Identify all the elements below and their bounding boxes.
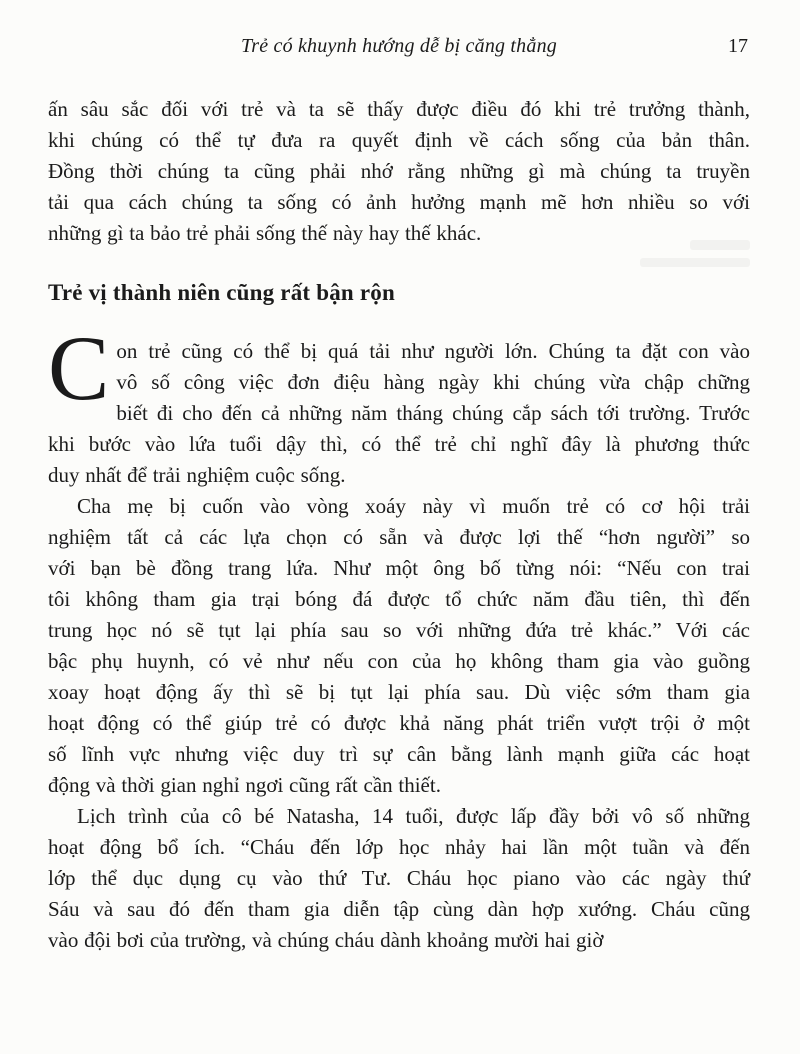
page-number: 17 — [728, 35, 748, 57]
text-line: duy nhất để trải nghiệm cuộc sống. — [48, 463, 346, 487]
text-line: nghiệm tất cả các lựa chọn có sẵn và được lợi thế “hơn người” so — [48, 525, 750, 549]
scan-artifact — [690, 240, 750, 250]
running-header — [48, 30, 750, 62]
text-line: số lĩnh vực nhưng việc duy trì sự cân bằng lành mạnh giữa các hoạt — [48, 742, 750, 766]
text-line: biết đi cho đến cả những năm tháng chúng cắp sách tới trường. Trước — [116, 401, 750, 425]
text-line: khi bước vào lứa tuổi dậy thì, có thể trẻ chỉ nghĩ đây là phương thức — [48, 432, 750, 456]
text-column — [48, 0, 750, 956]
text-line: ấn sâu sắc đối với trẻ và ta sẽ thấy được điều đó khi trẻ trưởng thành, — [48, 97, 750, 121]
section-heading: Trẻ vị thành niên cũng rất bận rộn — [48, 280, 395, 305]
text-line: tôi không tham gia trại bóng đá được tổ chức năm đầu tiên, thì đến — [48, 587, 750, 611]
running-title: Trẻ có khuynh hướng dễ bị căng thẳng — [241, 35, 557, 57]
paragraph — [48, 491, 750, 801]
scan-artifact — [640, 258, 750, 267]
text-line: khi chúng có thể tự đưa ra quyết định về cách sống của bản thân. — [48, 128, 750, 152]
body-text — [48, 94, 750, 956]
text-line: hoạt động có thể giúp trẻ có được khả năng phát triển vượt trội ở một — [48, 711, 750, 735]
text-line: những gì ta bảo trẻ phải sống thế này hay thế khác. — [48, 221, 482, 245]
text-line: trung học nó sẽ tụt lại phía sau so với những đứa trẻ khác.” Với các — [48, 618, 750, 642]
text-line: Sáu và sau đó đến tham gia diễn tập cùng dàn hợp xướng. Cháu cũng — [48, 897, 750, 921]
paragraph-dropcap — [48, 317, 750, 491]
text-line: hoạt động bổ ích. “Cháu đến lớp học nhảy hai lần một tuần và đến — [48, 835, 750, 859]
text-line: vô số công việc đơn điệu hàng ngày khi chúng vừa chập chững — [116, 370, 750, 394]
text-line: xoay hoạt động ấy thì sẽ bị tụt lại phía sau. Dù việc sớm tham gia — [48, 680, 750, 704]
text-line: Lịch trình của cô bé Natasha, 14 tuổi, được lấp đầy bởi vô số những — [77, 804, 750, 828]
text-line: tải qua cách chúng ta sống có ảnh hưởng mạnh mẽ hơn nhiều so với — [48, 190, 750, 214]
text-line: động và thời gian nghỉ ngơi cũng rất cần thiết. — [48, 773, 441, 797]
text-line: on trẻ cũng có thể bị quá tải như người lớn. Chúng ta đặt con vào — [116, 339, 750, 363]
text-line: Đồng thời chúng ta cũng phải nhớ rằng những gì mà chúng ta truyền — [48, 159, 750, 183]
text-line: lớp thể dục dụng cụ vào thứ Tư. Cháu học piano vào các ngày thứ — [48, 866, 750, 890]
paragraph — [48, 801, 750, 956]
text-line: Cha mẹ bị cuốn vào vòng xoáy này vì muốn trẻ có cơ hội trải — [77, 494, 750, 518]
drop-cap-letter: C — [48, 317, 110, 419]
paragraph-continued — [48, 94, 750, 249]
text-line: vào đội bơi của trường, và chúng cháu dành khoảng mười hai giờ — [48, 928, 604, 952]
text-line: với bạn bè đồng trang lứa. Như một ông bố từng nói: “Nếu con trai — [48, 556, 750, 580]
text-line: bậc phụ huynh, có vẻ như nếu con của họ không tham gia vào guồng — [48, 649, 750, 673]
